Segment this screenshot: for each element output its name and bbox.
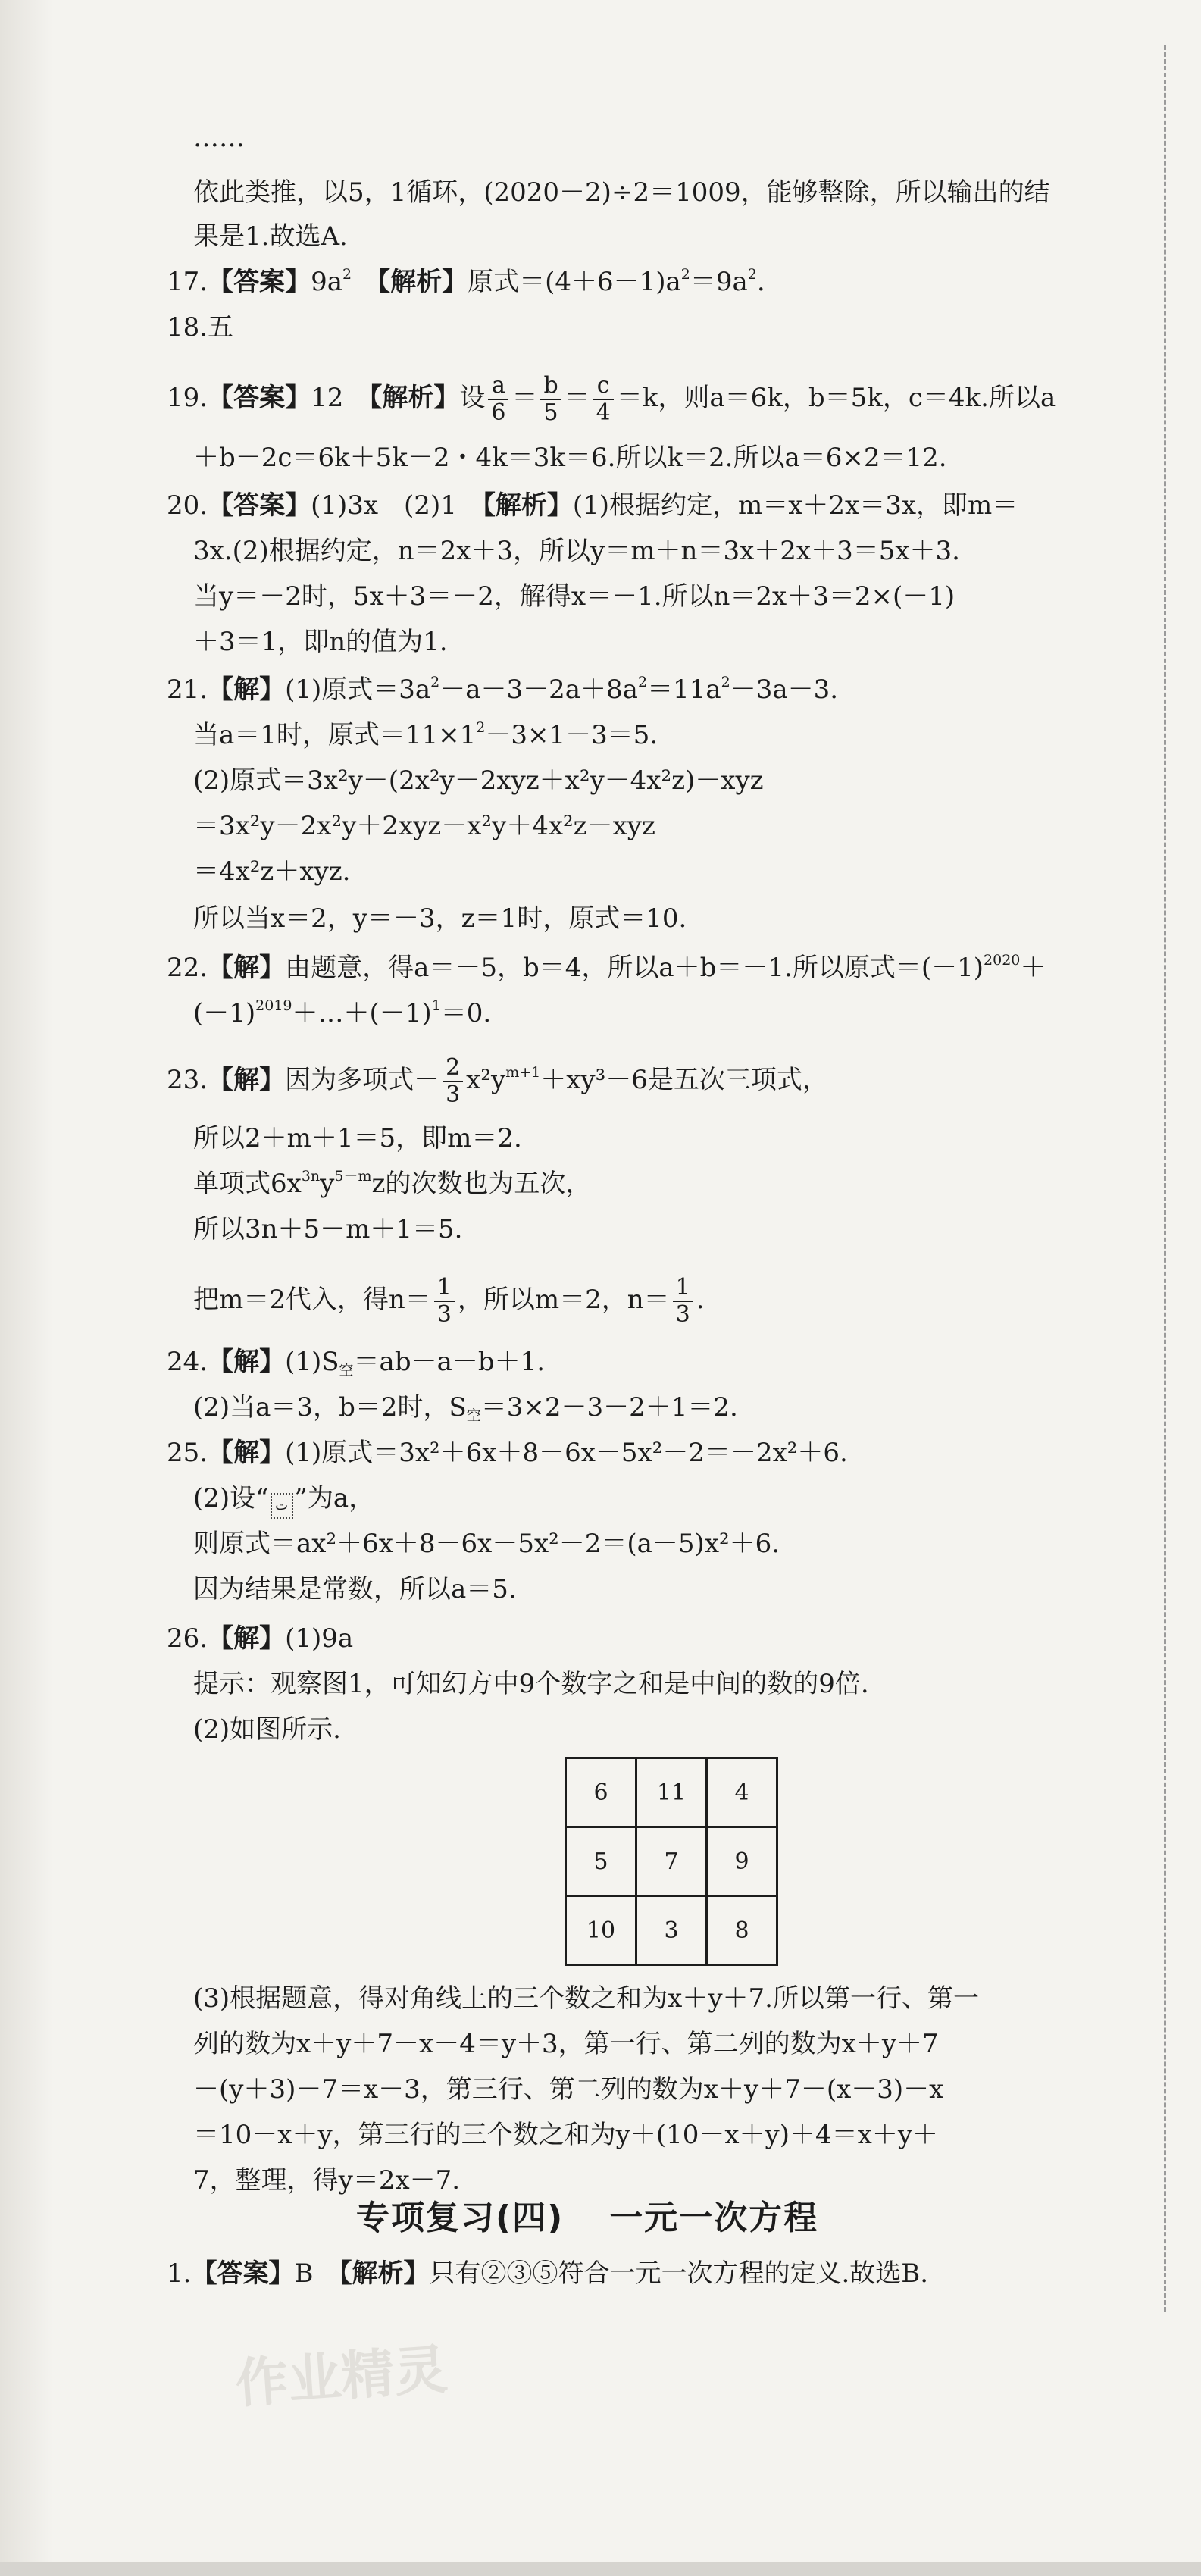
s4-q1-answer-tag: 【答案】 [191, 2258, 295, 2289]
q17-text: 原式＝(4＋6－1)a [468, 267, 681, 297]
q23-frac-num: 2 [443, 1055, 463, 1082]
q23-poly: x²y [466, 1065, 506, 1095]
q22-line1 [167, 951, 1046, 984]
q26-number: 26. [167, 1623, 208, 1654]
q22-tag: 【解】 [208, 953, 286, 983]
q19-frac-a6 [488, 373, 508, 426]
q24-line1 [167, 1345, 545, 1379]
q20-line1 [167, 489, 1018, 522]
magic-cell: 5 [566, 1827, 636, 1896]
q23-l5c: . [696, 1285, 705, 1315]
q24-number: 24. [167, 1347, 208, 1377]
q25-number: 25. [167, 1438, 208, 1468]
q19-frac3-den: 4 [596, 399, 611, 426]
q19-frac1-den: 6 [491, 399, 506, 426]
section-heading-right: 一元一次方程 [609, 2199, 819, 2237]
q17-answer: 9a [311, 267, 342, 297]
q21-number: 21. [167, 675, 208, 705]
q23-l3b: y [320, 1169, 335, 1199]
q26-tag: 【解】 [208, 1623, 286, 1654]
q17-tail: ＝9a [690, 267, 748, 297]
s4-q1-text: 只有②③⑤符合一元一次方程的定义.故选B. [429, 2258, 929, 2289]
q21-l2b: －3×1－3＝5. [485, 720, 658, 750]
section-heading [356, 2190, 818, 2239]
q24-l2a: (2)当a＝3，b＝2时，S [193, 1392, 467, 1423]
q22-l1: 由题意，得a＝－5，b＝4，所以a＋b＝－1.所以原式＝(－1) [285, 953, 984, 983]
q26-line4: (3)根据题意，得对角线上的三个数之和为x＋y＋7.所以第一行、第一 [193, 1983, 979, 2014]
q24-l2b: ＝3×2－3－2＋1＝2. [480, 1392, 738, 1423]
s4-q1-number: 1. [167, 2258, 192, 2289]
s4-q1-explain-tag: 【解析】 [339, 2258, 430, 2289]
watermark-text: 作业精灵 [233, 2338, 449, 2415]
q23-line1 [167, 1050, 828, 1110]
q26-line1 [167, 1622, 353, 1655]
q26-line5: 列的数为x＋y＋7－x－4＝y＋3，第一行、第二列的数为x＋y＋7 [193, 2029, 939, 2059]
ellipsis: …… [193, 123, 245, 153]
q23-l5a: 把m＝2代入，得n＝ [193, 1285, 431, 1315]
q22-l2b: ＋…＋(－1) [292, 998, 432, 1028]
q17: 17.【答案】$9a^2$ 【解析】原式$=(4+6-1)a^2=9a^2$. [167, 266, 765, 297]
q26-line2: 提示：观察图1，可知幻方中9个数字之和是中间的数的9倍. [193, 1669, 869, 1699]
q24-line2 [193, 1391, 738, 1424]
q21-l1a: (1)原式＝3a [285, 675, 431, 705]
q23-line2: 所以2＋m＋1＝5，即m＝2. [193, 1123, 522, 1153]
q22-exp1: 2020 [984, 952, 1021, 969]
q23-frac5 [434, 1275, 455, 1328]
q21-line5: ＝4x²z＋xyz. [193, 856, 351, 887]
s4-q1 [167, 2257, 928, 2290]
q23-line5 [193, 1269, 705, 1330]
q17-explain-tag: 【解析】 [377, 267, 468, 297]
magic-cell: 10 [566, 1896, 636, 1965]
q23-frac5-num: 1 [434, 1275, 455, 1302]
q21-line2: 当a＝1时，原式$=11\times 1^2-3\times 1-3=5$. [193, 719, 658, 750]
q19-line2: ＋b－2c＝6k＋5k－2・4k＝3k＝6.所以k＝2.所以a＝6×2＝12. [193, 443, 947, 473]
q26-line7: ＝10－x＋y，第三行的三个数之和为y＋(10－x＋y)＋4＝x＋y＋ [193, 2120, 939, 2150]
q22-exp2: 2019 [255, 997, 292, 1014]
q25-l1: (1)原式＝3x²＋6x＋8－6x－5x²－2＝－2x²＋6. [285, 1438, 848, 1468]
q23-line3 [193, 1167, 591, 1200]
q16-line1: 依此类推，以5，1循环，(2020－2)÷2＝1009，能够整除，所以输出的结 [193, 177, 1050, 208]
q24-l1a: (1)S [285, 1347, 339, 1377]
q23-frac6 [673, 1275, 693, 1328]
q26-l1: (1)9a [285, 1623, 354, 1654]
q25-tag: 【解】 [208, 1438, 286, 1468]
q23-exp: m+1 [505, 1064, 541, 1081]
q23-tag: 【解】 [208, 1065, 286, 1095]
q25-line1 [167, 1436, 848, 1470]
q19-line1: 19.【答案】12 【解析】设 $\frac{a}{6}$ ＝ $\frac{b}{5}$ ＝ $\frac{c}{4}$ ＝k，则a＝6k，b＝5k，c＝4k.所以a [167, 372, 1056, 426]
q21-line3: (2)原式＝3x²y－(2x²y－2xyz＋x²y－4x²z)－xyz [193, 765, 764, 796]
q22-l2c: ＝0. [440, 998, 492, 1028]
q23-line4: 所以3n＋5－m＋1＝5. [193, 1214, 463, 1244]
q16-line2: 果是1.故选A. [193, 221, 348, 252]
q19-frac2-den: 5 [543, 399, 558, 426]
q23-poly2: ＋xy³－6是五次三项式， [540, 1065, 828, 1095]
q23-frac5-den: 3 [436, 1301, 452, 1328]
magic-square-row [566, 1758, 777, 1827]
q24-l1b: ＝ab－a－b＋1. [353, 1347, 546, 1377]
q17-answer-tag: 【答案】 [208, 267, 311, 297]
q19-text: ＝k，则a＝6k，b＝5k，c＝4k.所以a [616, 383, 1056, 413]
q23-frac [443, 1055, 463, 1108]
q22-l1end: ＋ [1020, 953, 1046, 983]
magic-cell: 7 [636, 1827, 707, 1896]
q19-frac3-num: c [593, 373, 614, 400]
q21-tag: 【解】 [208, 675, 286, 705]
q26-line8: 7，整理，得y＝2x－7. [193, 2165, 461, 2196]
q18: 18.五 [167, 312, 234, 343]
q22-exp3: 1 [431, 997, 441, 1014]
q24-sub2: 空 [466, 1407, 481, 1424]
q20-answer: (1)3x (2)1 [311, 490, 457, 521]
q19-frac1-num: a [488, 373, 508, 400]
q19-frac-b5 [540, 373, 561, 426]
magic-cell: 9 [707, 1827, 777, 1896]
q23-l3c: z的次数也为五次， [371, 1169, 592, 1199]
q19-number: 19. [167, 383, 208, 413]
q24-sub: 空 [339, 1362, 354, 1379]
q21-l2a: 当a＝1时，原式＝11×1 [193, 720, 477, 750]
q21-l1c: ＝11a [647, 675, 721, 705]
page-bottom-edge [0, 2562, 1201, 2576]
q23-l5b: ，所以m＝2，n＝ [457, 1285, 670, 1315]
q19-frac-c4 [593, 373, 614, 426]
q22-line2 [193, 997, 491, 1030]
s4-q1-answer: B [294, 2258, 314, 2289]
q25-line4: 因为结果是常数，所以a＝5. [193, 1574, 517, 1604]
magic-cell: 4 [707, 1758, 777, 1827]
magic-cell: 11 [636, 1758, 707, 1827]
margin-dashed-line [1164, 45, 1166, 2312]
magic-square-row [566, 1827, 777, 1896]
q19-pre: 设 [459, 383, 486, 413]
q21-l1b: －a－3－2a＋8a [439, 675, 638, 705]
q17-number: 17. [167, 267, 208, 297]
q20-answer-tag: 【答案】 [208, 490, 311, 521]
q21-line6: 所以当x＝2，y＝－3，z＝1时，原式＝10. [193, 903, 687, 934]
q19-answer: 12 [311, 383, 344, 413]
q23-l3a: 单项式6x [193, 1169, 302, 1199]
q19-explain-tag: 【解析】 [369, 383, 460, 413]
q17-end: . [756, 267, 765, 297]
q19-answer-tag: 【答案】 [208, 383, 311, 413]
q23-frac-den: 3 [446, 1081, 461, 1108]
q25-line2 [193, 1482, 374, 1519]
q21-line4: ＝3x²y－2x²y＋2xyz－x²y＋4x²z－xyz [193, 811, 655, 841]
q20-line3: 当y＝－2时，5x＋3＝－2，解得x＝－1.所以n＝2x＋3＝2×(－1) [193, 581, 955, 612]
q21-l1d: －3a－3. [730, 675, 839, 705]
magic-cell: 6 [566, 1758, 636, 1827]
q21-line1: 21.【解】(1)原式$=3a^2-a-3-2a+8a^2=11a^2-3a-3$. [167, 674, 839, 705]
placeholder-box-icon: ت [271, 1493, 293, 1519]
q23-pre: 因为多项式－ [285, 1065, 440, 1095]
section-heading-left: 专项复习(四) [356, 2199, 565, 2237]
q19-frac2-num: b [540, 373, 561, 400]
q20-line4: ＋3＝1，即n的值为1. [193, 627, 448, 657]
q23-frac6-num: 1 [673, 1275, 693, 1302]
q25-l2a: (2)设“ [193, 1483, 269, 1513]
magic-cell: 3 [636, 1896, 707, 1965]
q26-line6: －(y＋3)－7＝x－3，第三行、第二列的数为x＋y＋7－(x－3)－x [193, 2074, 944, 2105]
q20-text1: (1)根据约定，m＝x＋2x＝3x，即m＝ [572, 490, 1018, 521]
page-left-shadow [0, 0, 53, 2576]
q22-number: 22. [167, 953, 208, 983]
q23-exp3a: 3n [301, 1168, 321, 1185]
magic-square [565, 1757, 778, 1966]
q23-exp3b: 5－m [334, 1168, 372, 1185]
magic-square-row [566, 1896, 777, 1965]
q25-line3: 则原式＝ax²＋6x＋8－6x－5x²－2＝(a－5)x²＋6. [193, 1529, 780, 1559]
q20-number: 20. [167, 490, 208, 521]
q20-line2: 3x.(2)根据约定，n＝2x＋3，所以y＝m＋n＝3x＋2x＋3＝5x＋3. [193, 536, 960, 566]
q23-frac6-den: 3 [675, 1301, 690, 1328]
q24-tag: 【解】 [208, 1347, 286, 1377]
q26-line3: (2)如图所示. [193, 1714, 341, 1745]
q20-explain-tag: 【解析】 [482, 490, 573, 521]
magic-cell: 8 [707, 1896, 777, 1965]
q22-l2a: (－1) [193, 998, 256, 1028]
q23-number: 23. [167, 1065, 208, 1095]
q25-l2b: ”为a， [294, 1483, 375, 1513]
